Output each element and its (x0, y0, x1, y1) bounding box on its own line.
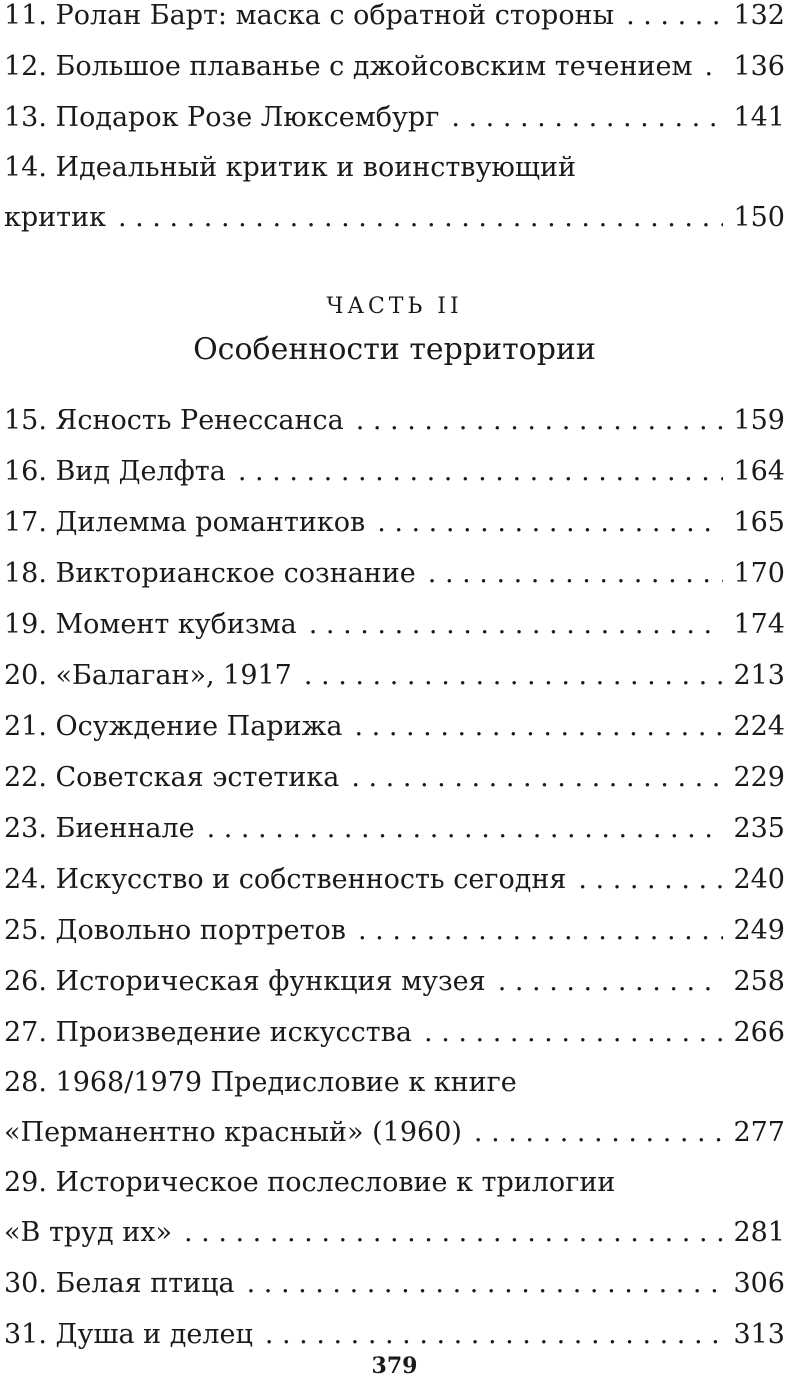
dot-leader (309, 599, 724, 650)
toc-entry-13 (4, 92, 785, 143)
dot-leader (451, 92, 723, 143)
toc-entry-22 (4, 752, 785, 803)
toc-entry-title-line2: критик (4, 202, 106, 233)
dot-leader (377, 497, 723, 548)
dot-leader (358, 905, 723, 956)
toc-entry-title: 18. Викторианское сознание (4, 558, 416, 589)
toc-entry-title-line1: 28. 1968/1979 Предисловие к книге (4, 1067, 517, 1098)
toc-entry-page: 235 (733, 813, 785, 844)
toc-entry-title: 31. Душа и делец (4, 1319, 253, 1350)
toc-entry-29 (4, 1158, 785, 1258)
toc-entry-title-line2: «Перманентно красный» (1960) (4, 1117, 462, 1148)
toc-entry-title: 15. Ясность Ренессанса (4, 405, 344, 436)
dot-leader (498, 956, 724, 1007)
toc-entry-title-line1: 14. Идеальный критик и воинствующий (4, 152, 576, 183)
toc-entry-page: 258 (733, 966, 785, 997)
dot-leader (474, 1107, 724, 1158)
dot-leader (351, 752, 723, 803)
toc-entry-page: 174 (733, 609, 785, 640)
toc-entry-title: 26. Историческая функция музея (4, 966, 486, 997)
toc-entry-title: 25. Довольно портретов (4, 915, 346, 946)
toc-entry-25 (4, 905, 785, 956)
toc-entry-24 (4, 854, 785, 905)
toc-entry-12 (4, 41, 785, 92)
part-label: ЧАСТЬ II (326, 294, 463, 319)
toc-entry-page: 159 (733, 405, 785, 436)
toc-entry-title: 30. Белая птица (4, 1268, 235, 1299)
toc-entry-26 (4, 956, 785, 1007)
part-title: Особенности территории (193, 332, 596, 367)
toc-entry-27 (4, 1007, 785, 1058)
dot-leader (184, 1207, 723, 1258)
toc-entry-title: 22. Советская эстетика (4, 762, 340, 793)
toc-entry-title: 23. Биеннале (4, 813, 195, 844)
toc-entry-page: 141 (733, 102, 785, 133)
dot-leader (304, 650, 724, 701)
toc-entry-page: 165 (733, 507, 785, 538)
toc-entry-page: 266 (733, 1017, 785, 1048)
toc-entry-page: 224 (733, 711, 785, 742)
toc-entry-title: 24. Искусство и собственность сегодня (4, 864, 567, 895)
toc-entry-15 (4, 395, 785, 446)
dot-leader (247, 1258, 724, 1309)
toc-entry-page: 281 (733, 1217, 785, 1248)
dot-leader (118, 192, 723, 243)
toc-entry-page: 277 (733, 1117, 785, 1148)
dot-leader (424, 1007, 723, 1058)
toc-entry-16 (4, 446, 785, 497)
toc-entry-page: 240 (733, 864, 785, 895)
toc-part-two (4, 395, 785, 1360)
toc-entry-21 (4, 701, 785, 752)
toc-part-one-tail (4, 0, 785, 243)
toc-entry-page: 313 (733, 1319, 785, 1350)
toc-entry-page: 164 (733, 456, 785, 487)
toc-entry-title: 19. Момент кубизма (4, 609, 297, 640)
toc-entry-title: 17. Дилемма романтиков (4, 507, 366, 538)
dot-leader (428, 548, 724, 599)
toc-entry-page: 229 (733, 762, 785, 793)
toc-entry-page: 170 (733, 558, 785, 589)
toc-entry-14 (4, 143, 785, 243)
toc-entry-title: 13. Подарок Розе Люксембург (4, 102, 440, 133)
toc-entry-11 (4, 0, 785, 41)
toc-entry-title-line1: 29. Историческое послесловие к трилогии (4, 1167, 616, 1198)
toc-entry-page: 213 (733, 660, 785, 691)
toc-entry-page: 150 (733, 202, 785, 233)
toc-entry-title: 20. «Балаган», 1917 (4, 660, 292, 691)
toc-entry-23 (4, 803, 785, 854)
toc-entry-title: 12. Большое плаванье с джойсовским течением (4, 51, 693, 82)
toc-entry-20 (4, 650, 785, 701)
toc-entry-page: 132 (733, 0, 785, 31)
toc-entry-title: 11. Ролан Барт: маска с обратной стороны (4, 0, 615, 31)
toc-entry-30 (4, 1258, 785, 1309)
dot-leader (626, 0, 723, 41)
toc-entry-title: 27. Произведение искусства (4, 1017, 413, 1048)
toc-entry-17 (4, 497, 785, 548)
dot-leader (356, 395, 724, 446)
toc-entry-page: 306 (733, 1268, 785, 1299)
toc-entry-18 (4, 548, 785, 599)
dot-leader (238, 446, 724, 497)
dot-leader (704, 41, 723, 92)
toc-entry-title: 21. Осуждение Парижа (4, 711, 343, 742)
toc-entry-28 (4, 1058, 785, 1158)
toc-entry-page: 136 (733, 51, 785, 82)
dot-leader (207, 803, 724, 854)
toc-entry-title-line2: «В труд их» (4, 1217, 172, 1248)
toc-entry-page: 249 (733, 915, 785, 946)
dot-leader (578, 854, 723, 905)
toc-entry-19 (4, 599, 785, 650)
page-number: 379 (371, 1353, 418, 1379)
dot-leader (355, 701, 724, 752)
toc-entry-title: 16. Вид Делфта (4, 456, 226, 487)
